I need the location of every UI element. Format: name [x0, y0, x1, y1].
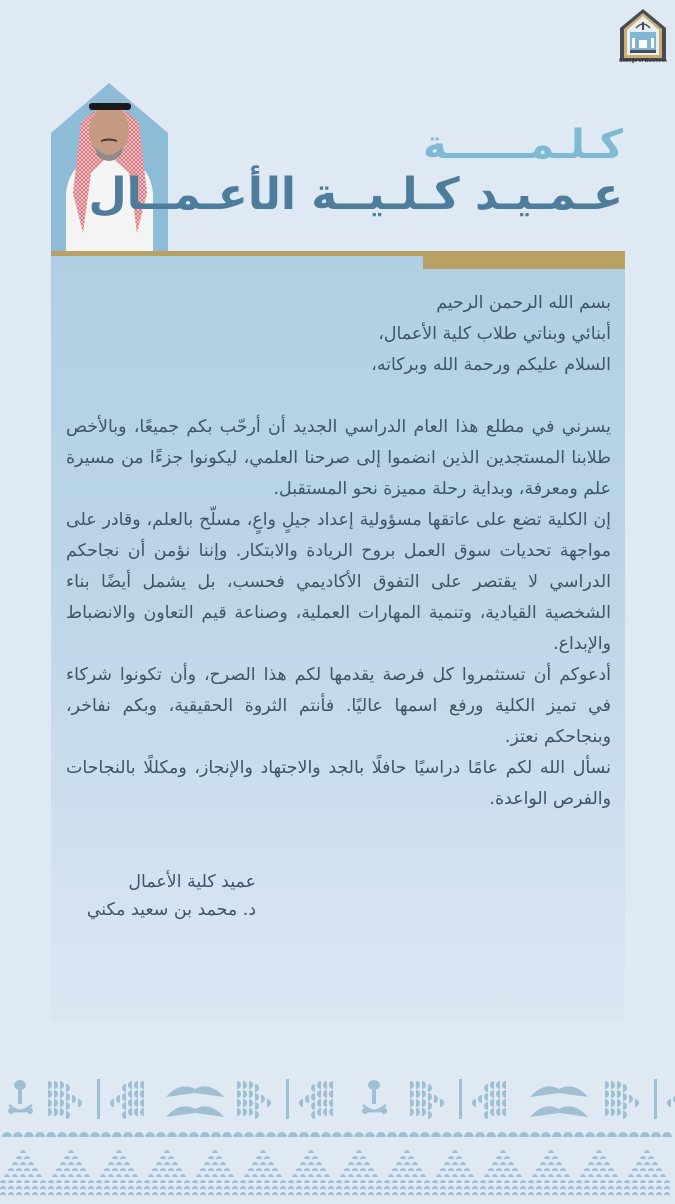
- dean-letter: [66, 288, 611, 815]
- greeting-line: أبنائي وبناتي طلاب كلية الأعمال،: [378, 324, 611, 344]
- gold-accent-block: [423, 251, 625, 269]
- signature-title: عميد كلية الأعمال: [128, 872, 256, 892]
- greeting-line: بسم الله الرحمن الرحيم: [436, 293, 611, 313]
- page-title: [88, 120, 623, 222]
- footer-heritage-pattern: [0, 1075, 675, 1200]
- letter-paragraph: نسأل الله لكم عامًا دراسيًا حافلًا بالجد والاجتهاد والإنجاز، ومكللًا بالنجاحات والفرص الواعدة.: [66, 758, 611, 809]
- signature-block: [66, 868, 256, 924]
- college-logo: [618, 8, 668, 74]
- title-dean-of-business: عـمـيـد كـلـيــة الأعـمــال: [88, 169, 623, 220]
- title-word: كـلـمــــــة: [422, 122, 623, 168]
- signature-name: د. محمد بن سعيد مكني: [86, 900, 256, 920]
- letter-paragraph: إن الكلية تضع على عاتقها مسؤولية إعداد جيلٍ واعٍ، مسلّح بالعلم، وقادر على مواجهة تحديات سوق العمل بروح الريادة والابتكار. وإننا نؤمن أن نجاحكم الدراسي لا يقتصر على التفوق الأكاديمي فحسب، بل يشمل أيضًا بناء الشخصية القيادية، وتنمية المهارات العملية، وصناعة قيم التعاون والانضباط والإبداع.: [66, 510, 611, 654]
- logo-caption: College of Business: [619, 58, 667, 64]
- greeting-line: السلام عليكم ورحمة الله وبركاته،: [371, 355, 611, 375]
- university-crest-icon: [618, 8, 668, 62]
- letter-paragraph: أدعوكم أن تستثمروا كل فرصة يقدمها لكم هذا الصرح، وأن تكونوا شركاء في تميز الكلية ورفع اسمها عاليًا. فأنتم الثروة الحقيقية، وبكم نفاخر، وبنجاحكم نعتز.: [66, 665, 611, 747]
- letter-paragraph: يسرني في مطلع هذا العام الدراسي الجديد أن أرحّب بكم جميعًا، وبالأخص طلابنا المستجدين الذين انضموا إلى صرحنا العلمي، ليكونوا جزءًا من مسيرة علم ومعرفة، وبداية رحلة مميزة نحو المستقبل.: [66, 417, 611, 499]
